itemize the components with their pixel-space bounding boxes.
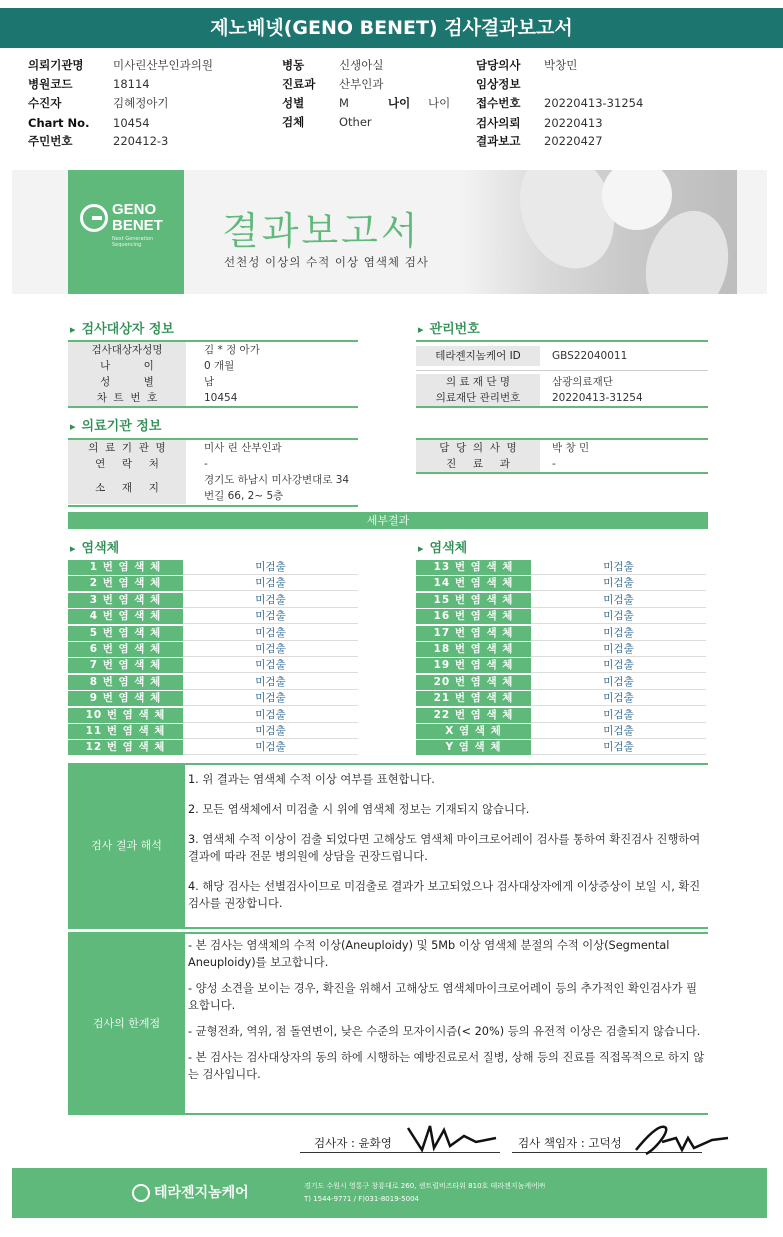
chromosome-result: 미검출 bbox=[183, 626, 358, 641]
chromosome-row bbox=[68, 658, 358, 673]
chromosome-result: 미검출 bbox=[183, 609, 358, 624]
chromosome-result: 미검출 bbox=[531, 593, 706, 608]
chromosome-result: 미검출 bbox=[531, 626, 706, 641]
chromosome-result: 미검출 bbox=[531, 675, 706, 690]
chromosome-row bbox=[68, 708, 358, 723]
chromosome-result: 미검출 bbox=[183, 560, 358, 575]
chromosome-row bbox=[416, 609, 706, 624]
chromosome-label: 21 번 염 색 체 bbox=[416, 691, 531, 706]
manager-signature bbox=[632, 1120, 732, 1160]
chromosome-label: 20 번 염 색 체 bbox=[416, 675, 531, 690]
institution-department-row: 진 료 과 - bbox=[416, 456, 708, 472]
header-chart-no: Chart No. 10454 bbox=[28, 116, 150, 130]
chromosome-label: 12 번 염 색 체 bbox=[68, 740, 183, 755]
chromosome-row bbox=[68, 675, 358, 690]
header-request-date: 검사의뢰 20220413 bbox=[476, 116, 603, 130]
chromosome-label: X 염 색 체 bbox=[416, 724, 531, 739]
report-title-bar bbox=[0, 8, 783, 48]
chromosome-row bbox=[416, 724, 706, 739]
geno-benet-logo: GENO BENET Next Generation Sequencing bbox=[68, 170, 184, 294]
chromosome-row bbox=[68, 642, 358, 657]
chromosome-result: 미검출 bbox=[183, 691, 358, 706]
subject-section-title: ▸ 검사대상자 정보 bbox=[70, 318, 174, 337]
subject-name-row: 검사대상자성명 김 * 정 아가 bbox=[68, 342, 358, 358]
chromosome-row bbox=[416, 560, 706, 575]
subject-sex-row: 성 별 남 bbox=[68, 374, 358, 390]
chromosome-label: 6 번 염 색 체 bbox=[68, 642, 183, 657]
chromosome-row bbox=[416, 708, 706, 723]
chromosome-result: 미검출 bbox=[183, 642, 358, 657]
chromosome-row bbox=[68, 560, 358, 575]
header-hospital-code: 병원코드 18114 bbox=[28, 77, 150, 91]
chromosome-label: 5 번 염 색 체 bbox=[68, 626, 183, 641]
chromosome-result: 미검출 bbox=[531, 691, 706, 706]
header-age: 나이 나이 bbox=[388, 96, 451, 110]
report-title: 제노베넷(GENO BENET) 검사결과보고서 bbox=[210, 17, 573, 39]
institution-address-row: 소 재 지 경기도 하남시 미사강변대로 34 번길 66, 2~ 5층 bbox=[68, 472, 358, 504]
chromosome-result: 미검출 bbox=[531, 740, 706, 755]
chromosome-result: 미검출 bbox=[183, 675, 358, 690]
chromosome-result: 미검출 bbox=[183, 740, 358, 755]
chromosome-row bbox=[416, 658, 706, 673]
chromosome-label: 13 번 염 색 체 bbox=[416, 560, 531, 575]
chromosome-label: 19 번 염 색 체 bbox=[416, 658, 531, 673]
chromosome-row bbox=[416, 675, 706, 690]
subject-chart-row: 차 트 번 호 10454 bbox=[68, 390, 358, 406]
banner-subtitle: 선천성 이상의 수적 이상 염색체 검사 bbox=[224, 255, 429, 269]
chromosome-row bbox=[416, 576, 706, 591]
terragen-logo: 테라젠지놈케어 bbox=[132, 1182, 249, 1202]
limitations-label: 검사의 한계점 bbox=[68, 934, 185, 1113]
header-specimen: 검체 Other bbox=[282, 115, 372, 129]
header-department: 진료과 산부인과 bbox=[282, 77, 384, 91]
management-id-row: 테라젠지놈케어 ID GBS22040011 bbox=[416, 346, 708, 366]
chromosome-label: 9 번 염 색 체 bbox=[68, 691, 183, 706]
chromosome-result: 미검출 bbox=[531, 576, 706, 591]
header-clinical-info: 임상정보 bbox=[476, 77, 521, 91]
banner bbox=[12, 170, 767, 294]
chromosome-result: 미검출 bbox=[531, 708, 706, 723]
chromosome-result: 미검출 bbox=[531, 642, 706, 657]
header-report-date: 결과보고 20220427 bbox=[476, 134, 603, 148]
chromosome-label: 11 번 염 색 체 bbox=[68, 724, 183, 739]
chromosome-label: 17 번 염 색 체 bbox=[416, 626, 531, 641]
chromosome-label: 8 번 염 색 체 bbox=[68, 675, 183, 690]
chromosome-label: 15 번 염 색 체 bbox=[416, 593, 531, 608]
interpretation-label: 검사 결과 해석 bbox=[68, 765, 185, 927]
chromosome-result: 미검출 bbox=[531, 609, 706, 624]
chromosome-result: 미검출 bbox=[183, 724, 358, 739]
report-sheet bbox=[12, 170, 767, 1225]
chromosome-label: 10 번 염 색 체 bbox=[68, 708, 183, 723]
chromosome-result: 미검출 bbox=[183, 708, 358, 723]
chromosome-label: 3 번 염 색 체 bbox=[68, 593, 183, 608]
chromosome-result: 미검출 bbox=[183, 593, 358, 608]
chromosome-label: 18 번 염 색 체 bbox=[416, 642, 531, 657]
header-receipt-no: 접수번호 20220413-31254 bbox=[476, 96, 644, 110]
chromosome-row bbox=[416, 593, 706, 608]
baby-feet-photo bbox=[462, 170, 737, 294]
chromosome-result: 미검출 bbox=[531, 724, 706, 739]
detail-results-bar: 세부결과 bbox=[68, 512, 708, 529]
chromosome-label: 22 번 염 색 체 bbox=[416, 708, 531, 723]
chromosome-label: 4 번 염 색 체 bbox=[68, 609, 183, 624]
chromosome-label: Y 염 색 체 bbox=[416, 740, 531, 755]
genobenet-logo-icon bbox=[80, 204, 108, 232]
institution-section-title: ▸ 의료기관 정보 bbox=[70, 415, 161, 434]
chromosome-result: 미검출 bbox=[183, 658, 358, 673]
tester-signature-label: 검사자 : 윤화영 bbox=[314, 1136, 392, 1150]
manager-signature-label: 검사 책임자 : 고덕성 bbox=[518, 1136, 622, 1150]
header-resident-no: 주민번호 220412-3 bbox=[28, 134, 169, 148]
chromosome-label: 16 번 염 색 체 bbox=[416, 609, 531, 624]
chromosome-row bbox=[68, 576, 358, 591]
management-foundation-row: 의 료 재 단 명 삼광의료재단 bbox=[416, 374, 708, 390]
chromosome-row bbox=[416, 740, 706, 755]
tester-signature bbox=[404, 1120, 504, 1160]
institution-contact-row: 연 락 처 - bbox=[68, 456, 358, 472]
chromosome-row bbox=[416, 691, 706, 706]
chromosome-row bbox=[68, 691, 358, 706]
chromosome-label: 7 번 염 색 체 bbox=[68, 658, 183, 673]
chromosome-left-title: ▸ 염색체 bbox=[70, 537, 119, 556]
header-sex: 성별 M bbox=[282, 96, 349, 110]
chromosome-result: 미검출 bbox=[531, 658, 706, 673]
chromosome-result: 미검출 bbox=[183, 576, 358, 591]
chromosome-row bbox=[68, 593, 358, 608]
chromosome-row bbox=[68, 740, 358, 755]
subject-age-row: 나 이 0 개월 bbox=[68, 358, 358, 374]
chromosome-label: 2 번 염 색 체 bbox=[68, 576, 183, 591]
chromosome-row bbox=[416, 642, 706, 657]
interpretation-text: 1. 위 결과는 염색체 수적 이상 여부를 표현합니다. 2. 모든 염색체에서 미검출 시 위에 염색체 정보는 기재되지 않습니다. 3. 염색체 수적 이상이 검출 되었다면 고해상도 염색체 마이크로어레이 검사를 통하여 확진검사 진행하여 결과에 따라 전문 병의원에 상담을 권장드립니다. 4. 해당 검사는 선별검사이므로 미검출로 결과가 보고되었으나 검사대상자에게 이상증상이 보일 시, 확진검사를 권장합니다. bbox=[188, 773, 701, 910]
chromosome-right-title: ▸ 염색체 bbox=[418, 537, 467, 556]
limitations-text: - 본 검사는 염색체의 수적 이상(Aneuploidy) 및 5Mb 이상 염색체 분절의 수적 이상(Segmental Aneuploidy)를 보고합니다. - 양성 소견을 보이는 경우, 확진을 위해서 고해상도 염색체마이크로어레이 등의 추가적인 확인검사가 필요합니다. - 균형전좌, 역위, 점 돌연변이, 낮은 수준의 모자이시즘(< 20%) 등의 유전적 이상은 검출되지 않습니다. - 본 검사는 검사대상자의 동의 하에 시행하는 예방진료로서 질병, 상해 등의 진료를 직접목적으로 하지 않는 검사입니다. bbox=[188, 939, 705, 1081]
header-doctor: 담당의사 박창민 bbox=[476, 58, 578, 72]
chromosome-label: 1 번 염 색 체 bbox=[68, 560, 183, 575]
chromosome-row bbox=[68, 626, 358, 641]
terragen-logo-icon bbox=[132, 1184, 150, 1202]
banner-title: 결과보고서 bbox=[222, 209, 421, 253]
header-ward: 병동 신생아실 bbox=[282, 58, 384, 72]
chromosome-row bbox=[68, 724, 358, 739]
chromosome-label: 14 번 염 색 체 bbox=[416, 576, 531, 591]
chromosome-result: 미검출 bbox=[531, 560, 706, 575]
institution-name-row: 의 료 기 관 명 미사 린 산부인과 bbox=[68, 440, 358, 456]
chromosome-row bbox=[416, 626, 706, 641]
footer bbox=[12, 1168, 767, 1218]
management-section-title: ▸ 관리번호 bbox=[418, 318, 480, 337]
institution-doctor-row: 담 당 의 사 명 박 창 민 bbox=[416, 440, 708, 456]
chromosome-row bbox=[68, 609, 358, 624]
header-institution: 의뢰기관명 미사린산부인과의원 bbox=[28, 58, 213, 72]
footer-address: 경기도 수원시 영통구 창룡대로 260, 센트럴비즈타워 810호 테라젠지놈케어㈜ T) 1544-9771 / F)031-8019-5004 bbox=[304, 1182, 545, 1203]
management-foundation-no-row: 의료재단 관리번호 20220413-31254 bbox=[416, 390, 708, 406]
header-patient: 수진자 김혜정아기 bbox=[28, 96, 169, 110]
